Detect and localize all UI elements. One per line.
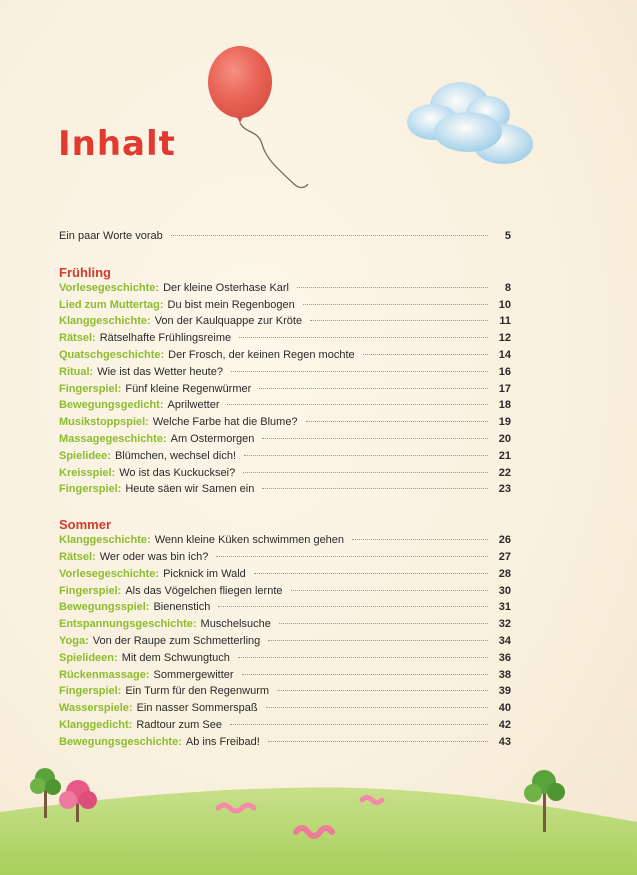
toc-entry-category: Quatschgeschichte: — [59, 348, 165, 361]
toc-entry[interactable] — [59, 719, 511, 736]
toc-entry-category: Entspannungsgeschichte: — [59, 618, 197, 631]
toc-entry-title: Der kleine Osterhase Karl — [163, 281, 290, 294]
section-heading-sommer: Sommer — [59, 517, 112, 533]
toc-entry-category: Rückenmassage: — [59, 668, 150, 681]
toc-entry[interactable] — [59, 282, 511, 299]
toc-entry-title: Muschelsuche — [200, 618, 271, 631]
toc-entry-category: Ritual: — [59, 365, 94, 378]
toc-entry-page: 20 — [498, 432, 511, 445]
toc-entry[interactable] — [59, 299, 511, 316]
toc-entry[interactable] — [59, 618, 511, 635]
toc-entry[interactable] — [59, 433, 511, 450]
page-title: Inhalt — [58, 124, 176, 164]
toc-entry-title: Bienenstich — [153, 601, 211, 614]
toc-entry-category: Spielidee: — [59, 449, 111, 462]
dot-leader — [259, 388, 488, 389]
toc-entry[interactable] — [59, 349, 511, 366]
section-fruehling-entries — [59, 282, 511, 500]
dot-leader — [262, 488, 488, 489]
toc-entry-title: Welche Farbe hat die Blume? — [152, 416, 298, 429]
toc-entry-category: Klanggedicht: — [59, 718, 133, 731]
toc-entry[interactable] — [59, 702, 511, 719]
dot-leader — [171, 235, 488, 236]
toc-entry[interactable] — [59, 399, 511, 416]
toc-entry-title: Heute säen wir Samen ein — [125, 483, 255, 496]
toc-entry-page: 17 — [498, 382, 511, 395]
toc-entry[interactable] — [59, 685, 511, 702]
toc-entry-category: Spielideen: — [59, 651, 118, 664]
toc-entry[interactable] — [59, 652, 511, 669]
toc-entry[interactable] — [59, 585, 511, 602]
toc-entry-title: Von der Raupe zum Schmetterling — [92, 634, 261, 647]
toc-entry-title: Am Ostermorgen — [170, 432, 255, 445]
toc-entry-category: Fingerspiel: — [59, 483, 122, 496]
toc-entry-page: 39 — [498, 685, 511, 698]
toc-entry-category: Yoga: — [59, 634, 89, 647]
toc-entry-category: Vorlesegeschichte: — [59, 281, 160, 294]
dot-leader — [268, 640, 488, 641]
toc-entry-page: 32 — [498, 618, 511, 631]
toc-entry-category: Fingerspiel: — [59, 584, 122, 597]
dot-leader — [239, 337, 488, 338]
dot-leader — [230, 724, 488, 725]
dot-leader — [297, 287, 488, 288]
toc-entry-category: Fingerspiel: — [59, 382, 122, 395]
toc-entry-page: 22 — [498, 466, 511, 479]
toc-entry-page: 11 — [499, 315, 511, 328]
toc-entry-page: 43 — [498, 735, 511, 748]
balloon-illustration — [200, 44, 320, 194]
toc-entry-page: 12 — [498, 332, 511, 345]
toc-entry-page: 14 — [498, 348, 511, 361]
toc-entry-page: 30 — [498, 584, 511, 597]
toc-entry-title: Als das Vögelchen fliegen lernte — [125, 584, 283, 597]
toc-entry-category: Bewegungsgedicht: — [59, 399, 164, 412]
toc-entry-category: Rätsel: — [59, 332, 96, 345]
toc-entry-title: Von der Kaulquappe zur Kröte — [154, 315, 303, 328]
toc-entry-category: Massagegeschichte: — [59, 432, 167, 445]
toc-intro-row[interactable] — [59, 230, 511, 247]
dot-leader — [227, 404, 488, 405]
dot-leader — [242, 674, 488, 675]
dot-leader — [277, 690, 488, 691]
dot-leader — [303, 304, 488, 305]
dot-leader — [218, 606, 488, 607]
toc-entry[interactable] — [59, 416, 511, 433]
dot-leader — [268, 741, 488, 742]
dot-leader — [238, 657, 488, 658]
toc-entry[interactable] — [59, 366, 511, 383]
toc-entry-page: 36 — [498, 651, 511, 664]
toc-entry-category: Bewegungsspiel: — [59, 601, 150, 614]
toc-entry[interactable] — [59, 568, 511, 585]
toc-entry[interactable] — [59, 467, 511, 484]
toc-entry-page: 38 — [498, 668, 511, 681]
dot-leader — [244, 455, 488, 456]
dot-leader — [291, 590, 488, 591]
toc-entry-category: Vorlesegeschichte: — [59, 567, 160, 580]
toc-entry[interactable] — [59, 332, 511, 349]
toc-entry-title: Aprilwetter — [167, 399, 220, 412]
toc-entry[interactable] — [59, 534, 511, 551]
toc-entry-category: Musikstoppspiel: — [59, 416, 149, 429]
dot-leader — [306, 421, 488, 422]
toc-entry-page: 27 — [498, 550, 511, 563]
toc-entry-title: Ein Turm für den Regenwurm — [125, 685, 270, 698]
meadow-illustration — [0, 760, 637, 875]
dot-leader — [254, 573, 488, 574]
toc-entry-page: 18 — [498, 399, 511, 412]
toc-entry[interactable] — [59, 383, 511, 400]
toc-entry-page: 26 — [498, 534, 511, 547]
toc-entry-title: Der Frosch, der keinen Regen mochte — [168, 348, 355, 361]
toc-entry-page: 28 — [498, 567, 511, 580]
dot-leader — [243, 472, 488, 473]
dot-leader — [279, 623, 488, 624]
toc-entry-title: Wer oder was bin ich? — [99, 550, 209, 563]
toc-entry[interactable] — [59, 450, 511, 467]
dot-leader — [262, 438, 488, 439]
toc-entry-title: Picknick im Wald — [163, 567, 246, 580]
toc-entry-page: 34 — [498, 634, 511, 647]
toc-entry-category: Klanggeschichte: — [59, 315, 151, 328]
toc-entry-category: Bewegungsgeschichte: — [59, 735, 182, 748]
toc-entry-page: 40 — [498, 702, 511, 715]
toc-entry-category: Fingerspiel: — [59, 685, 122, 698]
toc-entry-category: Kreisspiel: — [59, 466, 116, 479]
toc-entry-page: 8 — [504, 281, 511, 294]
toc-entry-title: Blümchen, wechsel dich! — [114, 449, 237, 462]
toc-entry-title: Sommergewitter — [153, 668, 234, 681]
table-of-contents — [59, 230, 511, 753]
toc-entry[interactable] — [59, 736, 511, 753]
toc-entry-title: Rätselhafte Frühlingsreime — [99, 332, 232, 345]
toc-entry-title: Wie ist das Wetter heute? — [97, 365, 223, 378]
toc-entry-title: Wenn kleine Küken schwimmen gehen — [154, 534, 345, 547]
toc-entry[interactable] — [59, 551, 511, 568]
toc-entry[interactable] — [59, 315, 511, 332]
dot-leader — [231, 371, 488, 372]
dot-leader — [310, 320, 488, 321]
toc-entry-title: Ein nasser Sommerspaß — [136, 702, 258, 715]
dot-leader — [216, 556, 488, 557]
dot-leader — [363, 354, 488, 355]
toc-entry-page: 19 — [498, 416, 511, 429]
toc-entry-page: 42 — [498, 718, 511, 731]
toc-entry-category: Wasserspiele: — [59, 702, 133, 715]
section-heading-fruehling: Frühling — [59, 264, 111, 280]
toc-entry[interactable] — [59, 669, 511, 686]
toc-entry[interactable] — [59, 601, 511, 618]
toc-entry-title: Du bist mein Regenbogen — [167, 298, 295, 311]
toc-entry-title: Radtour zum See — [136, 718, 222, 731]
toc-entry-category: Lied zum Muttertag: — [59, 298, 164, 311]
dot-leader — [266, 707, 488, 708]
toc-entry[interactable] — [59, 483, 511, 500]
toc-entry-category: Rätsel: — [59, 550, 96, 563]
cloud-illustration — [398, 74, 548, 174]
toc-intro-title: Ein paar Worte vorab — [59, 230, 163, 242]
dot-leader — [352, 539, 488, 540]
toc-entry-category: Klanggeschichte: — [59, 534, 151, 547]
toc-entry-page: 31 — [498, 601, 511, 614]
toc-intro-page: 5 — [504, 230, 511, 242]
toc-entry-title: Wo ist das Kuckucksei? — [119, 466, 236, 479]
section-sommer-entries — [59, 534, 511, 752]
toc-entry-page: 21 — [498, 449, 511, 462]
toc-entry-title: Ab ins Freibad! — [185, 735, 260, 748]
toc-entry-title: Mit dem Schwungtuch — [121, 651, 230, 664]
toc-entry[interactable] — [59, 635, 511, 652]
toc-entry-page: 16 — [498, 365, 511, 378]
toc-entry-title: Fünf kleine Regenwürmer — [125, 382, 252, 395]
toc-entry-page: 23 — [498, 483, 511, 496]
toc-entry-page: 10 — [498, 298, 511, 311]
